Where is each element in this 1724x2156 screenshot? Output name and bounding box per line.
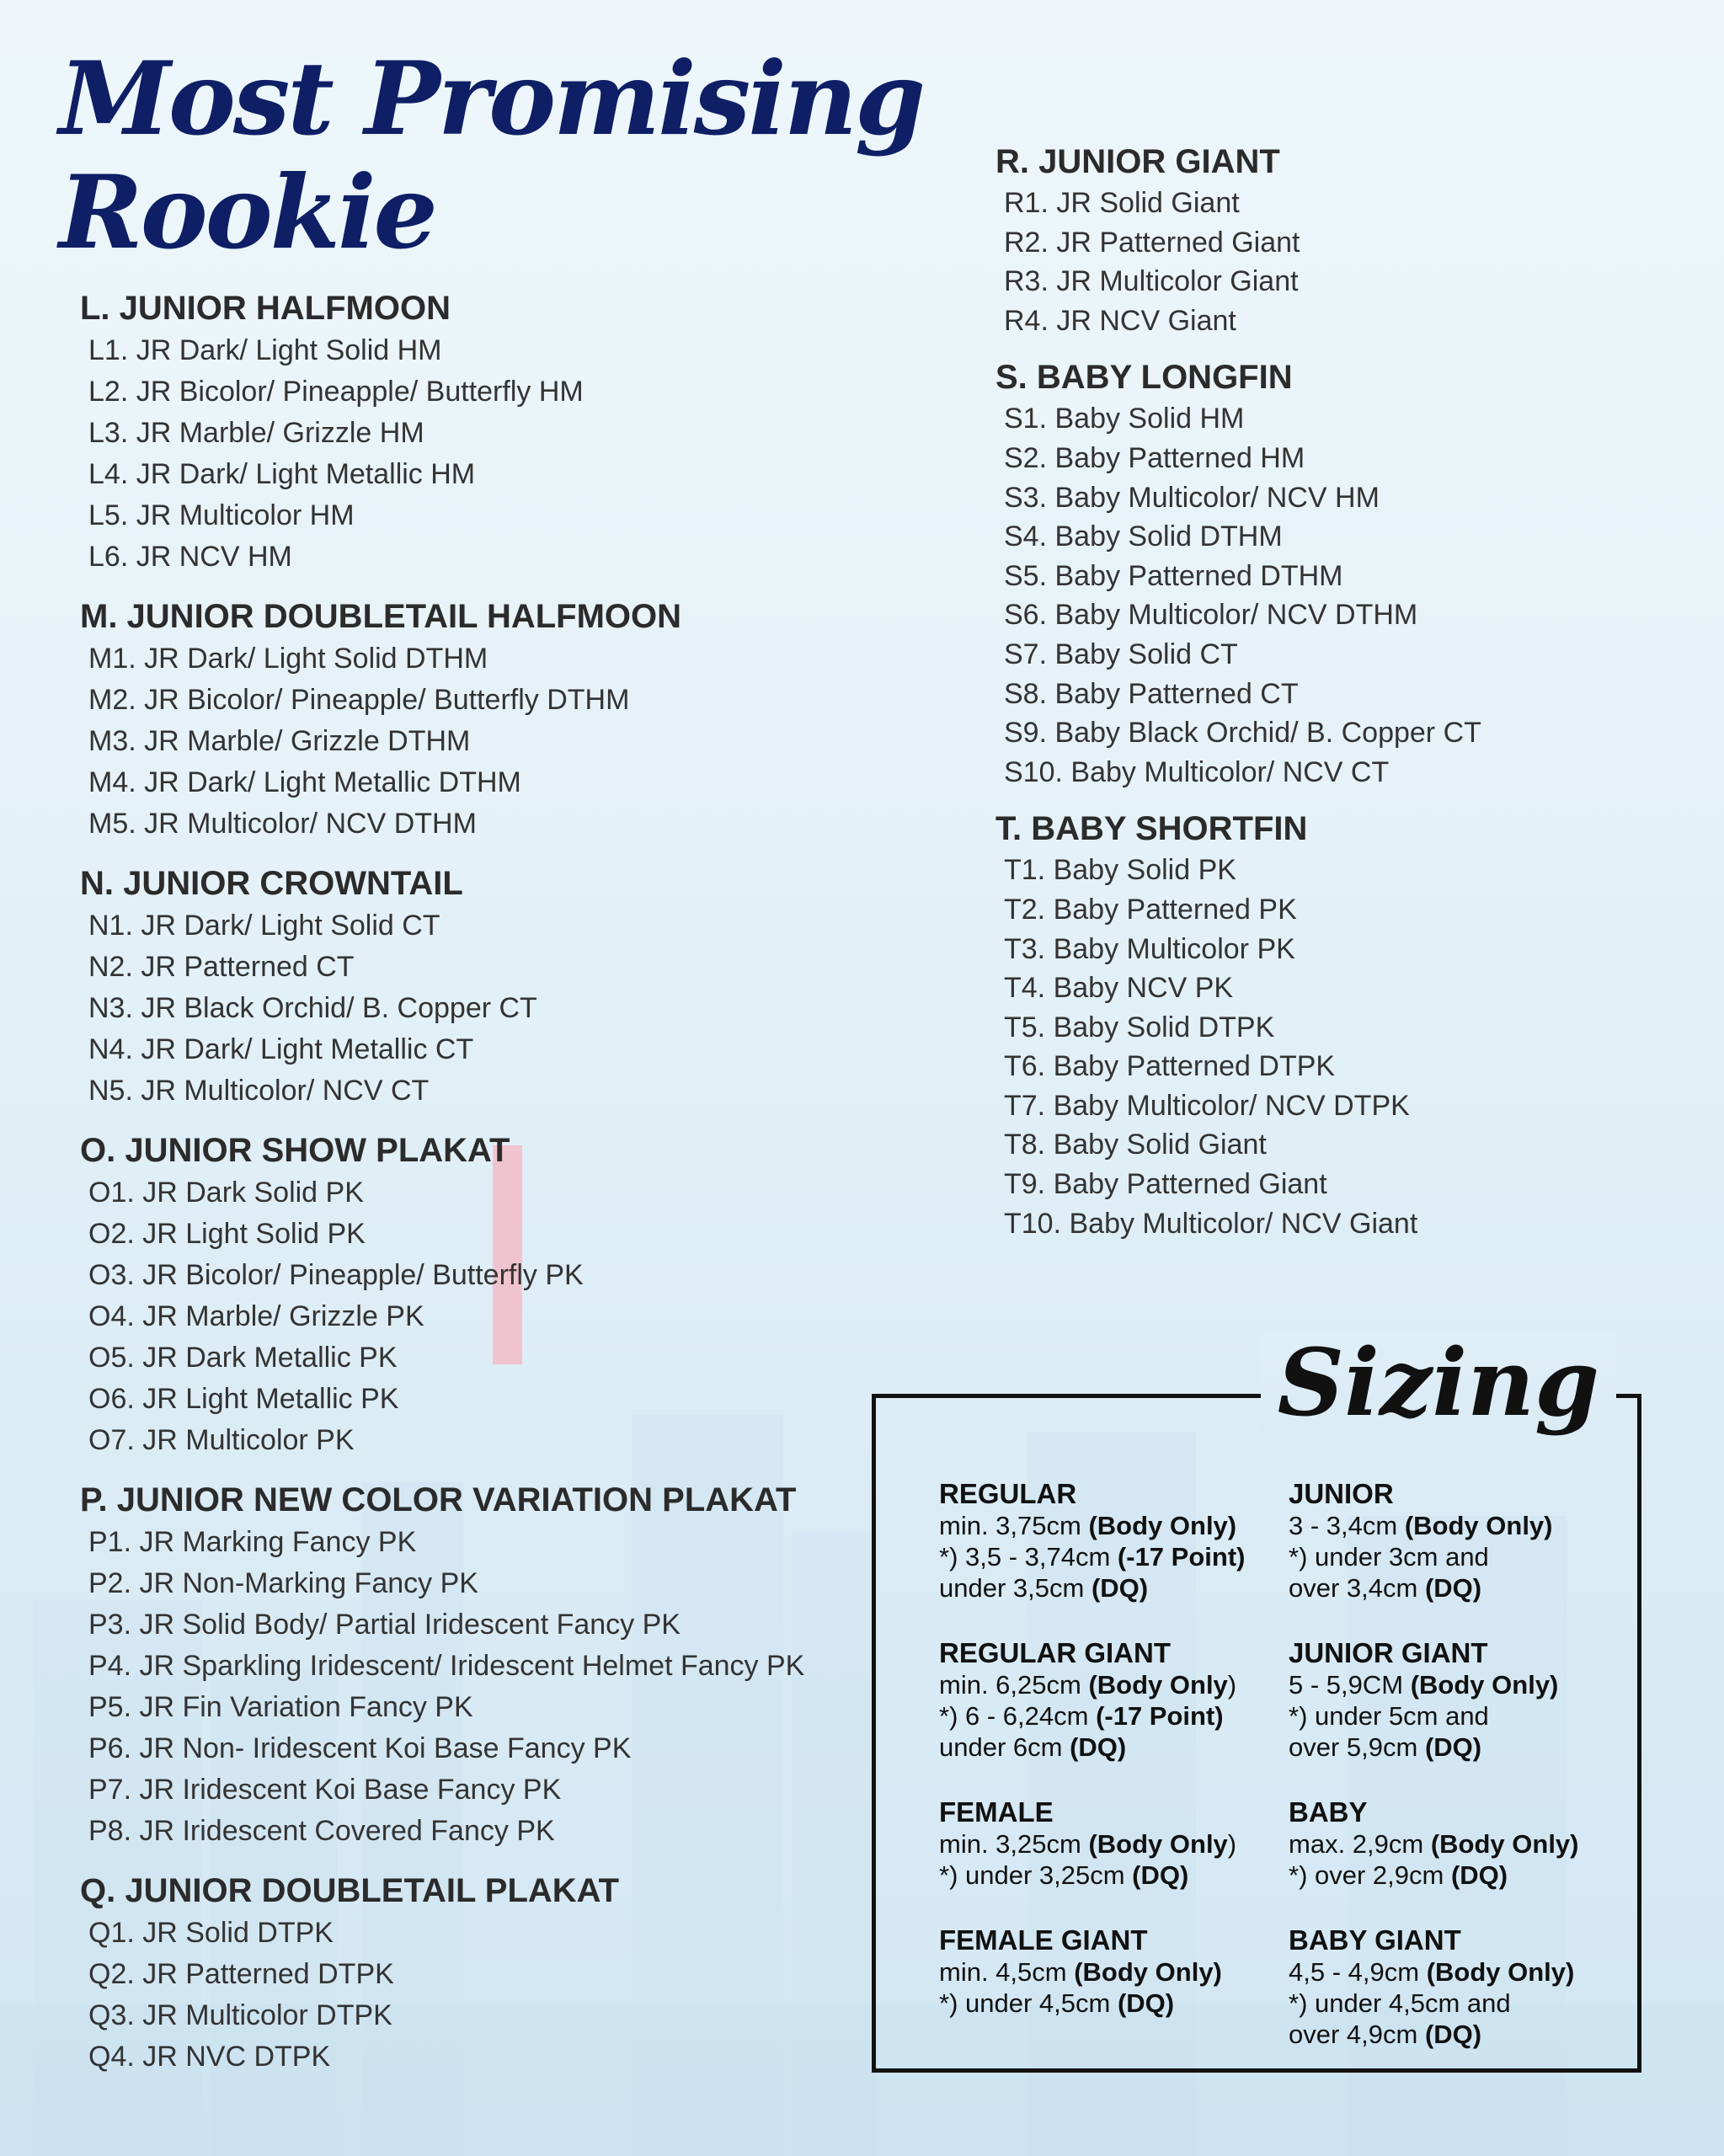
section-header: T. BABY SHORTFIN [995,810,1308,848]
sizing-rule-emphasis: (-17 Point) [1117,1542,1246,1572]
sizing-rule-line [939,1669,1276,1700]
sizing-panel [872,1328,1641,2073]
sizing-rule-line [1289,2019,1625,2050]
sizing-rule-text: min. 6,25cm [939,1670,1089,1700]
sizing-class-name: JUNIOR GIANT [1289,1637,1488,1668]
category-item: L6. JR NCV HM [88,541,292,573]
sizing-rule-text: *) under 3cm and [1289,1542,1489,1572]
sizing-class-name: BABY GIANT [1289,1924,1461,1956]
right-category-column [995,140,1686,1243]
sizing-block [939,1796,1276,1891]
section-header: L. JUNIOR HALFMOON [80,290,451,327]
sizing-rule-line [1289,1669,1625,1700]
category-item: S1. Baby Solid HM [1004,403,1245,435]
category-item: T9. Baby Patterned Giant [1004,1168,1327,1201]
category-item: T3. Baby Multicolor PK [1004,932,1295,965]
category-item: Q4. JR NVC DTPK [88,2041,331,2073]
category-item: R1. JR Solid Giant [1004,187,1240,219]
category-item: P1. JR Marking Fancy PK [88,1526,417,1558]
sizing-rule-text: *) under 3,25cm [939,1860,1133,1890]
sizing-rule-text: min. 4,5cm [939,1957,1075,1987]
sizing-rule-line [939,1828,1276,1860]
sizing-rule-text: *) 3,5 - 3,74cm [939,1542,1118,1572]
sizing-rule-emphasis: (Body Only [1088,1670,1228,1700]
sizing-rule-emphasis: (DQ) [1450,1860,1508,1890]
sizing-rule-text: ) [1227,1670,1237,1700]
category-item: S2. Baby Patterned HM [1004,441,1305,474]
sizing-rule-text: *) under 4,5cm [939,1988,1118,2018]
category-item: R3. JR Multicolor Giant [1004,265,1299,298]
sizing-rule-text: *) over 2,9cm [1289,1860,1451,1890]
category-item: M2. JR Bicolor/ Pineapple/ Butterfly DTHM [88,684,630,716]
sizing-right-column [1289,1478,1625,2084]
sizing-rule-text: *) under 5cm and [1289,1701,1489,1731]
category-item: S7. Baby Solid CT [1004,638,1238,670]
sizing-rule-text: min. 3,75cm [939,1511,1089,1540]
sizing-rule-text: *) 6 - 6,24cm [939,1701,1097,1731]
category-item: L4. JR Dark/ Light Metallic HM [88,458,476,490]
sizing-rule-emphasis: (Body Only [1088,1829,1228,1859]
category-item: T1. Baby Solid PK [1004,854,1236,887]
sizing-class-name: JUNIOR [1289,1478,1394,1509]
category-item: L2. JR Bicolor/ Pineapple/ Butterfly HM [88,376,584,408]
sizing-rule-emphasis: (DQ) [1424,1732,1482,1762]
category-item: N5. JR Multicolor/ NCV CT [88,1075,430,1107]
category-item: O1. JR Dark Solid PK [88,1177,364,1209]
sizing-block [1289,1478,1625,1604]
category-item: P3. JR Solid Body/ Partial Iridescent Fancy PK [88,1609,681,1641]
category-item: O2. JR Light Solid PK [88,1218,366,1250]
sizing-rule-text: 3 - 3,4cm [1289,1511,1405,1540]
category-item: L5. JR Multicolor HM [88,499,355,531]
sizing-rule-line [939,1956,1276,1988]
sizing-rule-line [1289,1541,1625,1572]
category-item: L3. JR Marble/ Grizzle HM [88,417,424,449]
category-item: N1. JR Dark/ Light Solid CT [88,910,440,942]
sizing-rule-text: under 3,5cm [939,1573,1092,1603]
sizing-rule-text: min. 3,25cm [939,1829,1089,1859]
sizing-block [1289,1796,1625,1891]
section-header: S. BABY LONGFIN [995,359,1293,397]
category-item: T5. Baby Solid DTPK [1004,1011,1275,1043]
category-item: S9. Baby Black Orchid/ B. Copper CT [1004,717,1481,750]
sizing-rule-line [1289,1700,1625,1732]
category-item: O6. JR Light Metallic PK [88,1383,399,1415]
sizing-title: Sizing [1261,1332,1616,1433]
category-item: T10. Baby Multicolor/ NCV Giant [1004,1207,1418,1240]
sizing-block [1289,1637,1625,1763]
section-header: R. JUNIOR GIANT [995,143,1280,180]
sizing-block [1289,1924,1625,2050]
sizing-rule-emphasis: (Body Only) [1074,1957,1222,1987]
sizing-class-name: BABY [1289,1796,1368,1828]
sizing-rule-text: under 6cm [939,1732,1070,1762]
category-item: Q3. JR Multicolor DTPK [88,1999,392,2031]
category-item: P5. JR Fin Variation Fancy PK [88,1691,473,1723]
category-item: O3. JR Bicolor/ Pineapple/ Butterfly PK [88,1259,584,1291]
sizing-rule-text: *) under 4,5cm and [1289,1988,1511,2018]
sizing-rule-emphasis: (DQ) [1070,1732,1127,1762]
section-header: O. JUNIOR SHOW PLAKAT [80,1132,510,1169]
sizing-rule-emphasis: (-17 Point) [1096,1701,1224,1731]
category-item: M4. JR Dark/ Light Metallic DTHM [88,766,521,798]
left-category-column [80,286,889,2078]
sizing-rule-line [939,1700,1276,1732]
sizing-class-name: REGULAR GIANT [939,1637,1171,1668]
category-section [80,862,889,1112]
sizing-rule-emphasis: (Body Only) [1430,1829,1579,1859]
category-item: P8. JR Iridescent Covered Fancy PK [88,1815,555,1847]
section-header: Q. JUNIOR DOUBLETAIL PLAKAT [80,1872,619,1909]
sizing-class-name: FEMALE [939,1796,1054,1828]
category-item: S5. Baby Patterned DTHM [1004,559,1343,592]
section-header: N. JUNIOR CROWNTAIL [80,865,463,902]
sizing-rule-line [939,1988,1276,2019]
category-item: M3. JR Marble/ Grizzle DTHM [88,725,471,757]
sizing-rule-line [1289,1988,1625,2019]
category-item: N3. JR Black Orchid/ B. Copper CT [88,992,537,1024]
sizing-rule-line [1289,1956,1625,1988]
category-item: Q2. JR Patterned DTPK [88,1958,394,1990]
category-item: O7. JR Multicolor PK [88,1424,355,1456]
section-header: P. JUNIOR NEW COLOR VARIATION PLAKAT [80,1481,797,1518]
category-section [80,1129,889,1461]
category-item: P2. JR Non-Marking Fancy PK [88,1567,478,1599]
category-section [995,355,1686,792]
sizing-block [939,1924,1276,2019]
sizing-rule-emphasis: (DQ) [1424,1573,1482,1603]
sizing-rule-line [939,1572,1276,1604]
category-item: Q1. JR Solid DTPK [88,1917,334,1949]
sizing-rule-emphasis: (Body Only) [1410,1670,1559,1700]
category-section [80,595,889,845]
category-item: S3. Baby Multicolor/ NCV HM [1004,481,1380,514]
sizing-rule-emphasis: (DQ) [1132,1860,1189,1890]
sizing-rule-text: over 3,4cm [1289,1573,1425,1603]
title-line-1: Most Promising [59,40,923,158]
sizing-rule-line [1289,1860,1625,1891]
category-item: L1. JR Dark/ Light Solid HM [88,334,442,366]
category-item: T8. Baby Solid Giant [1004,1129,1267,1161]
sizing-rule-line [939,1541,1276,1572]
category-section [995,140,1686,340]
sizing-rule-line [939,1510,1276,1541]
category-section [80,1869,889,2078]
category-item: O4. JR Marble/ Grizzle PK [88,1300,424,1332]
sizing-rule-text: 5 - 5,9CM [1289,1670,1411,1700]
sizing-rule-emphasis: (DQ) [1091,1573,1149,1603]
sizing-rule-line [1289,1828,1625,1860]
sizing-block [939,1637,1276,1763]
sizing-rule-line [1289,1572,1625,1604]
category-item: P4. JR Sparkling Iridescent/ Iridescent Helmet Fancy PK [88,1650,805,1682]
sizing-rule-emphasis: (DQ) [1424,2020,1482,2049]
sizing-rule-text: max. 2,9cm [1289,1829,1431,1859]
category-item: T2. Baby Patterned PK [1004,893,1297,926]
category-section [995,807,1686,1243]
category-item: T4. Baby NCV PK [1004,972,1234,1005]
sizing-rule-emphasis: (Body Only) [1088,1511,1237,1540]
sizing-rule-line [1289,1510,1625,1541]
category-item: P7. JR Iridescent Koi Base Fancy PK [88,1774,562,1806]
category-item: N4. JR Dark/ Light Metallic CT [88,1033,474,1065]
category-item: O5. JR Dark Metallic PK [88,1342,398,1374]
sizing-rule-text: over 5,9cm [1289,1732,1425,1762]
sizing-rule-text: over 4,9cm [1289,2020,1425,2049]
section-header: M. JUNIOR DOUBLETAIL HALFMOON [80,598,682,635]
category-item: R2. JR Patterned Giant [1004,226,1300,259]
sizing-rule-emphasis: (Body Only) [1426,1957,1575,1987]
sizing-rule-text: 4,5 - 4,9cm [1289,1957,1427,1987]
category-section [80,1478,889,1852]
category-item: T7. Baby Multicolor/ NCV DTPK [1004,1089,1410,1122]
title-line-2: Rookie [59,153,435,272]
category-item: S10. Baby Multicolor/ NCV CT [1004,755,1390,788]
category-item: R4. JR NCV Giant [1004,304,1236,337]
sizing-rule-line [939,1732,1276,1763]
category-item: S4. Baby Solid DTHM [1004,520,1283,553]
category-item: S6. Baby Multicolor/ NCV DTHM [1004,599,1418,632]
sizing-left-column [939,1478,1276,2052]
sizing-class-name: FEMALE GIANT [939,1924,1148,1956]
category-item: T6. Baby Patterned DTPK [1004,1050,1336,1083]
sizing-class-name: REGULAR [939,1478,1077,1509]
category-item: S8. Baby Patterned CT [1004,677,1299,710]
sizing-rule-line [1289,1732,1625,1763]
sizing-rule-text: ) [1227,1829,1237,1859]
sizing-rule-emphasis: (Body Only) [1404,1511,1553,1540]
category-section [80,286,889,578]
category-item: M5. JR Multicolor/ NCV DTHM [88,808,477,840]
category-item: M1. JR Dark/ Light Solid DTHM [88,643,488,675]
poster-title [59,42,923,270]
sizing-block [939,1478,1276,1604]
sizing-rule-line [939,1860,1276,1891]
sizing-rule-emphasis: (DQ) [1117,1988,1175,2018]
category-item: N2. JR Patterned CT [88,951,355,983]
category-item: P6. JR Non- Iridescent Koi Base Fancy PK [88,1732,632,1764]
